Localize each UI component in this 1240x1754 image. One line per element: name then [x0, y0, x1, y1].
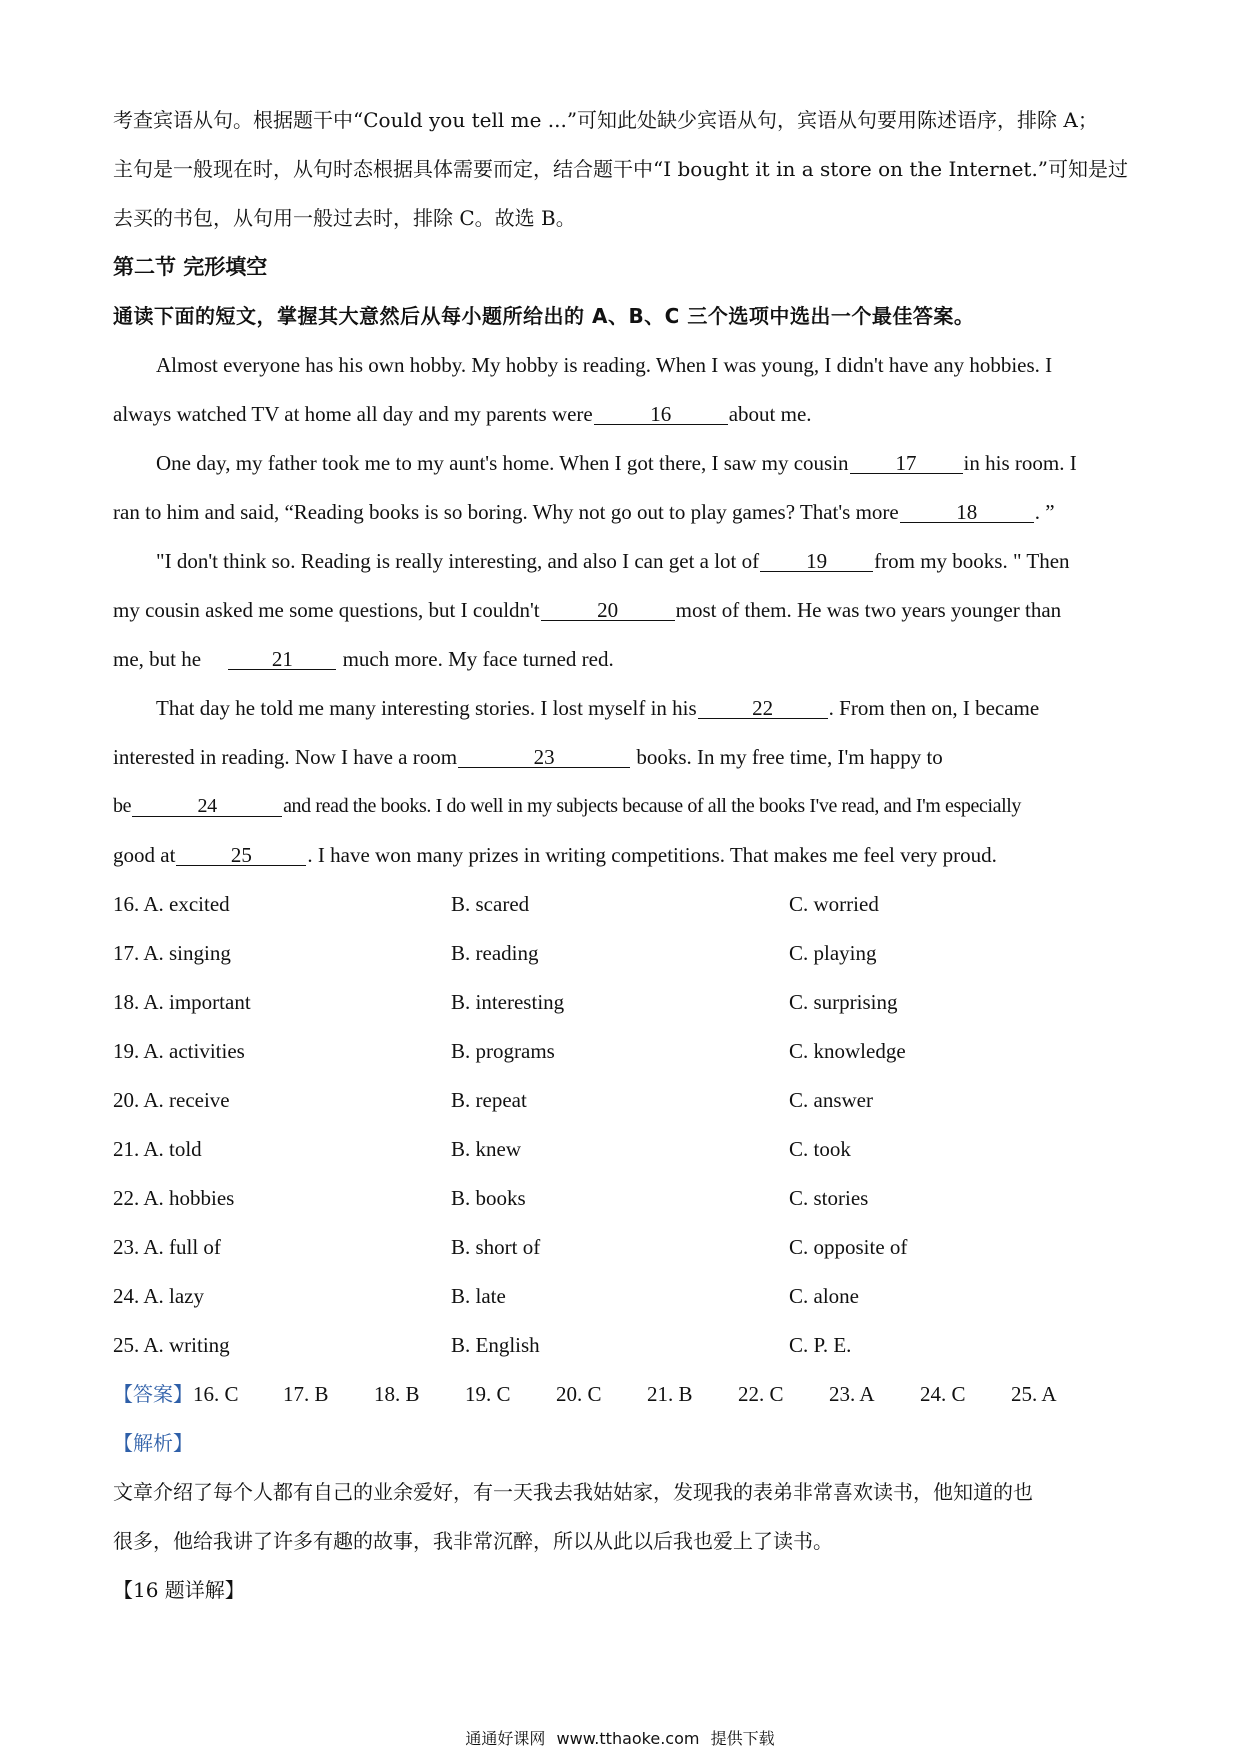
passage-line [113, 733, 1133, 782]
passage-text: be [113, 795, 132, 817]
option-b: B. knew [451, 1137, 521, 1161]
option-b: B. short of [451, 1235, 541, 1259]
passage-text: interested in reading. Now I have a room [113, 745, 458, 769]
answer-item: 24. C [920, 1382, 966, 1406]
passage-text: about me. [728, 402, 812, 426]
answer-item: 17. B [283, 1382, 329, 1406]
option-c: C. knowledge [789, 1039, 906, 1063]
passage-text: . I have won many prizes in writing competitions. That makes me feel very proud. [307, 843, 997, 867]
footer-url[interactable]: www.tthaoke.com [556, 1729, 700, 1748]
passage-line [113, 831, 1133, 880]
passage-line [113, 341, 1133, 390]
analysis-label: 【解析】 [113, 1431, 193, 1455]
blank-24: 24 [132, 796, 282, 817]
answer-item: 25. A [1011, 1382, 1057, 1406]
answer-item: 20. C [556, 1382, 602, 1406]
answer-item: 16. C [193, 1382, 239, 1406]
option-a: 24. A. lazy [113, 1284, 204, 1308]
page-footer [0, 1726, 1240, 1749]
option-a: 25. A. writing [113, 1333, 230, 1357]
passage-text: That day he told me many interesting stories. I lost myself in his [156, 696, 697, 720]
option-a: 22. A. hobbies [113, 1186, 235, 1210]
answer-item: 22. C [738, 1382, 784, 1406]
blank-22: 22 [698, 698, 828, 719]
detail-label: 【16 题详解】 [113, 1578, 245, 1602]
blank-25: 25 [176, 845, 306, 866]
option-b: B. books [451, 1186, 526, 1210]
option-b: B. late [451, 1284, 506, 1308]
passage-text: Almost everyone has his own hobby. My hobby is reading. When I was young, I didn't have any hobbies. I [156, 353, 1053, 377]
option-a: 21. A. told [113, 1137, 202, 1161]
passage-line [113, 684, 1133, 733]
passage-line [113, 782, 1133, 831]
option-c: C. stories [789, 1186, 869, 1210]
option-c: C. opposite of [789, 1235, 908, 1259]
option-b: B. programs [451, 1039, 555, 1063]
option-row [113, 1027, 1133, 1076]
passage-line [113, 488, 1133, 537]
passage-text: . ” [1034, 500, 1055, 524]
answer-row [113, 1370, 1133, 1419]
prev-analysis-line-1: 考查宾语从句。根据题干中“Could you tell me ...”可知此处缺少宾语从句，宾语从句要用陈述语序，排除 A； [113, 108, 1098, 132]
option-row [113, 978, 1133, 1027]
option-row [113, 880, 1133, 929]
option-row [113, 1125, 1133, 1174]
option-a: 17. A. singing [113, 941, 231, 965]
blank-19: 19 [760, 551, 873, 572]
passage-text: books. In my free time, I'm happy to [636, 745, 943, 769]
option-b: B. reading [451, 941, 539, 965]
passage-text: One day, my father took me to my aunt's home. When I got there, I saw my cousin [156, 451, 849, 475]
prev-analysis-line-2: 主句是一般现在时，从句时态根据具体需要而定，结合题干中“I bought it in a store on the Internet.”可知是过 [113, 157, 1129, 181]
option-c: C. answer [789, 1088, 873, 1112]
passage-text: most of them. He was two years younger than [675, 598, 1062, 622]
passage-line [113, 537, 1133, 586]
section-title: 第二节 完形填空 [113, 255, 268, 279]
option-c: C. playing [789, 941, 877, 965]
answer-label: 【答案】 [113, 1382, 193, 1406]
answer-item: 19. C [465, 1382, 511, 1406]
blank-21: 21 [228, 649, 336, 670]
footer-site-name: 通通好课网 [465, 1729, 546, 1748]
analysis-line-1: 文章介绍了每个人都有自己的业余爱好，有一天我去我姑姑家，发现我的表弟非常喜欢读书，他知道的也 [113, 1480, 1033, 1504]
passage-line [113, 635, 1133, 684]
option-c: C. worried [789, 892, 879, 916]
passage-text: and read the books. I do well in my subjects because of all the books I've read, and I'm especially [283, 795, 1021, 817]
blank-18: 18 [900, 502, 1034, 523]
passage-line [113, 390, 1133, 439]
passage-text: "I don't think so. Reading is really interesting, and also I can get a lot of [156, 549, 760, 573]
passage-text: good at [113, 843, 176, 867]
option-b: B. interesting [451, 990, 565, 1014]
answer-item: 18. B [374, 1382, 420, 1406]
option-row [113, 1076, 1133, 1125]
option-a: 16. A. excited [113, 892, 230, 916]
option-a: 18. A. important [113, 990, 251, 1014]
blank-20: 20 [541, 600, 675, 621]
option-a: 20. A. receive [113, 1088, 230, 1112]
passage-text: from my books. " Then [874, 549, 1070, 573]
passage-text: always watched TV at home all day and my parents were [113, 402, 593, 426]
option-b: B. scared [451, 892, 530, 916]
option-c: C. took [789, 1137, 851, 1161]
option-a: 23. A. full of [113, 1235, 221, 1259]
blank-17: 17 [850, 453, 963, 474]
passage-text: me, but he [113, 647, 202, 671]
footer-suffix: 提供下载 [710, 1729, 775, 1748]
analysis-line-2: 很多，他给我讲了许多有趣的故事，我非常沉醉，所以从此以后我也爱上了读书。 [113, 1529, 833, 1553]
options-list [113, 880, 1133, 1370]
answer-item: 21. B [647, 1382, 693, 1406]
option-row [113, 1223, 1133, 1272]
option-c: C. P. E. [789, 1333, 852, 1357]
blank-16: 16 [594, 404, 728, 425]
passage-text: in his room. I [963, 451, 1077, 475]
answer-item: 23. A [829, 1382, 875, 1406]
option-c: C. alone [789, 1284, 859, 1308]
option-row [113, 1272, 1133, 1321]
option-row [113, 1174, 1133, 1223]
option-b: B. repeat [451, 1088, 527, 1112]
passage-line [113, 586, 1133, 635]
prev-analysis-line-3: 去买的书包，从句用一般过去时，排除 C。故选 B。 [113, 206, 576, 230]
passage-line [113, 439, 1133, 488]
option-row [113, 1321, 1133, 1370]
passage-text: . From then on, I became [828, 696, 1040, 720]
section-instruction: 通读下面的短文，掌握其大意然后从每小题所给出的 A、B、C 三个选项中选出一个最佳答案。 [113, 304, 975, 328]
blank-23: 23 [458, 747, 630, 768]
option-c: C. surprising [789, 990, 898, 1014]
option-a: 19. A. activities [113, 1039, 245, 1063]
passage-text: much more. My face turned red. [342, 647, 614, 671]
option-row [113, 929, 1133, 978]
passage-text: ran to him and said, “Reading books is so boring. Why not go out to play games? That's more [113, 500, 899, 524]
passage-text: my cousin asked me some questions, but I couldn't [113, 598, 540, 622]
option-b: B. English [451, 1333, 540, 1357]
document-page [113, 96, 1133, 1615]
